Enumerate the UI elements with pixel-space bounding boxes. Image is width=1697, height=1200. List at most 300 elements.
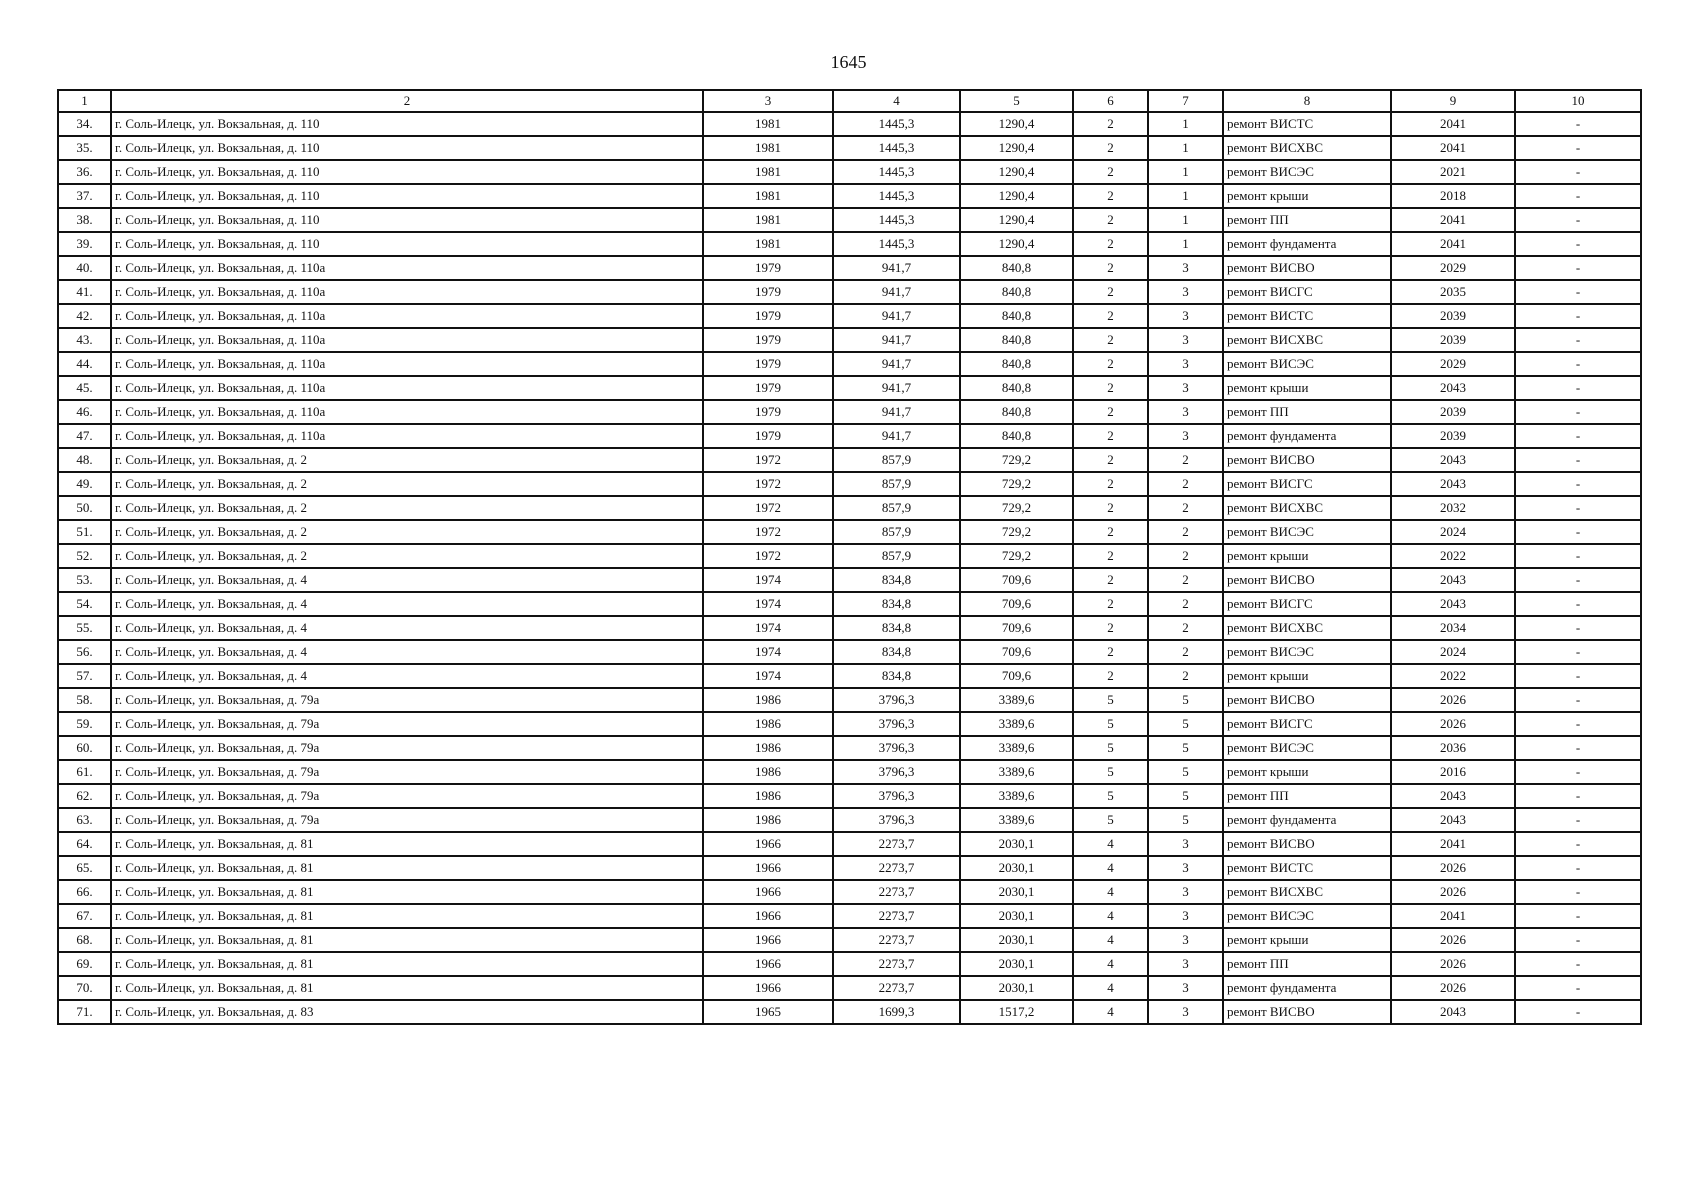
entrances-cell: 2 [1148,448,1223,472]
table-row [58,736,1641,760]
entrances-cell: 2 [1148,496,1223,520]
column-header: 4 [833,90,960,112]
address-cell: г. Соль-Илецк, ул. Вокзальная, д. 110а [111,400,703,424]
floors-cell: 4 [1073,832,1148,856]
notes-cell: - [1515,616,1641,640]
floors-cell: 2 [1073,208,1148,232]
floors-cell: 2 [1073,616,1148,640]
address-cell: г. Соль-Илецк, ул. Вокзальная, д. 110а [111,256,703,280]
table-row [58,496,1641,520]
living-area-cell: 840,8 [960,424,1073,448]
floors-cell: 2 [1073,544,1148,568]
planned-year-cell: 2035 [1391,280,1515,304]
address-cell: г. Соль-Илецк, ул. Вокзальная, д. 110а [111,280,703,304]
living-area-cell: 840,8 [960,256,1073,280]
row-number-cell: 51. [58,520,111,544]
planned-year-cell: 2041 [1391,904,1515,928]
entrances-cell: 3 [1148,976,1223,1000]
address-cell: г. Соль-Илецк, ул. Вокзальная, д. 4 [111,568,703,592]
row-number-cell: 47. [58,424,111,448]
planned-year-cell: 2029 [1391,256,1515,280]
notes-cell: - [1515,328,1641,352]
work-type-cell: ремонт ВИСЭС [1223,640,1391,664]
address-cell: г. Соль-Илецк, ул. Вокзальная, д. 110 [111,136,703,160]
floors-cell: 5 [1073,736,1148,760]
entrances-cell: 3 [1148,1000,1223,1024]
entrances-cell: 2 [1148,616,1223,640]
living-area-cell: 840,8 [960,328,1073,352]
living-area-cell: 709,6 [960,568,1073,592]
row-number-cell: 71. [58,1000,111,1024]
table-row [58,520,1641,544]
work-type-cell: ремонт ВИСВО [1223,448,1391,472]
total-area-cell: 941,7 [833,304,960,328]
living-area-cell: 729,2 [960,448,1073,472]
entrances-cell: 1 [1148,184,1223,208]
total-area-cell: 941,7 [833,376,960,400]
living-area-cell: 709,6 [960,592,1073,616]
table-row [58,1000,1641,1024]
notes-cell: - [1515,136,1641,160]
living-area-cell: 2030,1 [960,976,1073,1000]
address-cell: г. Соль-Илецк, ул. Вокзальная, д. 81 [111,832,703,856]
entrances-cell: 3 [1148,928,1223,952]
notes-cell: - [1515,424,1641,448]
notes-cell: - [1515,208,1641,232]
notes-cell: - [1515,928,1641,952]
floors-cell: 2 [1073,520,1148,544]
floors-cell: 2 [1073,448,1148,472]
notes-cell: - [1515,400,1641,424]
work-type-cell: ремонт ВИСВО [1223,832,1391,856]
living-area-cell: 709,6 [960,640,1073,664]
work-type-cell: ремонт ВИСЭС [1223,352,1391,376]
notes-cell: - [1515,760,1641,784]
year-built-cell: 1972 [703,448,833,472]
notes-cell: - [1515,496,1641,520]
floors-cell: 2 [1073,136,1148,160]
year-built-cell: 1979 [703,280,833,304]
notes-cell: - [1515,904,1641,928]
floors-cell: 2 [1073,424,1148,448]
work-type-cell: ремонт ВИСГС [1223,472,1391,496]
floors-cell: 2 [1073,376,1148,400]
notes-cell: - [1515,592,1641,616]
planned-year-cell: 2041 [1391,112,1515,136]
year-built-cell: 1979 [703,376,833,400]
work-type-cell: ремонт ПП [1223,952,1391,976]
table-row [58,184,1641,208]
table-row [58,784,1641,808]
living-area-cell: 2030,1 [960,880,1073,904]
living-area-cell: 1290,4 [960,112,1073,136]
row-number-cell: 64. [58,832,111,856]
address-cell: г. Соль-Илецк, ул. Вокзальная, д. 110а [111,424,703,448]
notes-cell: - [1515,568,1641,592]
work-type-cell: ремонт ВИСХВС [1223,616,1391,640]
total-area-cell: 834,8 [833,568,960,592]
living-area-cell: 1290,4 [960,208,1073,232]
work-type-cell: ремонт фундамента [1223,232,1391,256]
table-row [58,760,1641,784]
work-type-cell: ремонт ВИСВО [1223,1000,1391,1024]
planned-year-cell: 2039 [1391,328,1515,352]
total-area-cell: 857,9 [833,520,960,544]
row-number-cell: 40. [58,256,111,280]
row-number-cell: 53. [58,568,111,592]
entrances-cell: 5 [1148,760,1223,784]
planned-year-cell: 2041 [1391,832,1515,856]
column-header: 3 [703,90,833,112]
year-built-cell: 1979 [703,328,833,352]
living-area-cell: 1290,4 [960,136,1073,160]
notes-cell: - [1515,256,1641,280]
notes-cell: - [1515,184,1641,208]
living-area-cell: 709,6 [960,664,1073,688]
address-cell: г. Соль-Илецк, ул. Вокзальная, д. 81 [111,928,703,952]
year-built-cell: 1986 [703,712,833,736]
planned-year-cell: 2022 [1391,664,1515,688]
entrances-cell: 1 [1148,112,1223,136]
year-built-cell: 1972 [703,472,833,496]
work-type-cell: ремонт ВИСХВС [1223,496,1391,520]
living-area-cell: 2030,1 [960,952,1073,976]
entrances-cell: 3 [1148,952,1223,976]
entrances-cell: 2 [1148,544,1223,568]
planned-year-cell: 2043 [1391,376,1515,400]
table-row [58,880,1641,904]
notes-cell: - [1515,664,1641,688]
planned-year-cell: 2039 [1391,400,1515,424]
living-area-cell: 3389,6 [960,760,1073,784]
entrances-cell: 2 [1148,640,1223,664]
living-area-cell: 1290,4 [960,184,1073,208]
column-header: 7 [1148,90,1223,112]
living-area-cell: 840,8 [960,280,1073,304]
floors-cell: 2 [1073,568,1148,592]
entrances-cell: 2 [1148,472,1223,496]
address-cell: г. Соль-Илецк, ул. Вокзальная, д. 79а [111,712,703,736]
notes-cell: - [1515,1000,1641,1024]
floors-cell: 2 [1073,640,1148,664]
entrances-cell: 5 [1148,736,1223,760]
notes-cell: - [1515,160,1641,184]
year-built-cell: 1972 [703,520,833,544]
year-built-cell: 1972 [703,544,833,568]
table-row [58,424,1641,448]
notes-cell: - [1515,304,1641,328]
work-type-cell: ремонт ВИСЭС [1223,736,1391,760]
total-area-cell: 2273,7 [833,904,960,928]
column-header: 8 [1223,90,1391,112]
entrances-cell: 5 [1148,784,1223,808]
row-number-cell: 42. [58,304,111,328]
address-cell: г. Соль-Илецк, ул. Вокзальная, д. 79а [111,688,703,712]
living-area-cell: 729,2 [960,544,1073,568]
row-number-cell: 65. [58,856,111,880]
year-built-cell: 1986 [703,736,833,760]
floors-cell: 2 [1073,592,1148,616]
row-number-cell: 55. [58,616,111,640]
entrances-cell: 3 [1148,856,1223,880]
floors-cell: 4 [1073,856,1148,880]
floors-cell: 2 [1073,400,1148,424]
total-area-cell: 834,8 [833,664,960,688]
total-area-cell: 834,8 [833,640,960,664]
row-number-cell: 57. [58,664,111,688]
row-number-cell: 63. [58,808,111,832]
planned-year-cell: 2024 [1391,640,1515,664]
planned-year-cell: 2043 [1391,808,1515,832]
floors-cell: 5 [1073,784,1148,808]
year-built-cell: 1979 [703,256,833,280]
table-row [58,904,1641,928]
address-cell: г. Соль-Илецк, ул. Вокзальная, д. 110а [111,304,703,328]
address-cell: г. Соль-Илецк, ул. Вокзальная, д. 83 [111,1000,703,1024]
row-number-cell: 61. [58,760,111,784]
notes-cell: - [1515,640,1641,664]
total-area-cell: 1445,3 [833,232,960,256]
address-cell: г. Соль-Илецк, ул. Вокзальная, д. 110 [111,160,703,184]
notes-cell: - [1515,832,1641,856]
table-row [58,160,1641,184]
planned-year-cell: 2043 [1391,472,1515,496]
entrances-cell: 3 [1148,424,1223,448]
row-number-cell: 41. [58,280,111,304]
row-number-cell: 43. [58,328,111,352]
floors-cell: 2 [1073,472,1148,496]
entrances-cell: 2 [1148,568,1223,592]
year-built-cell: 1981 [703,136,833,160]
year-built-cell: 1986 [703,760,833,784]
work-type-cell: ремонт ВИСГС [1223,280,1391,304]
planned-year-cell: 2026 [1391,928,1515,952]
planned-year-cell: 2026 [1391,688,1515,712]
entrances-cell: 1 [1148,160,1223,184]
total-area-cell: 1699,3 [833,1000,960,1024]
floors-cell: 4 [1073,952,1148,976]
living-area-cell: 840,8 [960,304,1073,328]
data-table [57,89,1642,1025]
floors-cell: 5 [1073,808,1148,832]
year-built-cell: 1979 [703,304,833,328]
address-cell: г. Соль-Илецк, ул. Вокзальная, д. 81 [111,880,703,904]
address-cell: г. Соль-Илецк, ул. Вокзальная, д. 110а [111,328,703,352]
floors-cell: 2 [1073,160,1148,184]
work-type-cell: ремонт ВИСВО [1223,256,1391,280]
work-type-cell: ремонт ВИСЭС [1223,904,1391,928]
address-cell: г. Соль-Илецк, ул. Вокзальная, д. 79а [111,736,703,760]
row-number-cell: 67. [58,904,111,928]
address-cell: г. Соль-Илецк, ул. Вокзальная, д. 81 [111,856,703,880]
work-type-cell: ремонт крыши [1223,184,1391,208]
work-type-cell: ремонт ПП [1223,784,1391,808]
address-cell: г. Соль-Илецк, ул. Вокзальная, д. 2 [111,520,703,544]
table-row [58,952,1641,976]
total-area-cell: 941,7 [833,328,960,352]
address-cell: г. Соль-Илецк, ул. Вокзальная, д. 2 [111,496,703,520]
living-area-cell: 3389,6 [960,688,1073,712]
planned-year-cell: 2039 [1391,304,1515,328]
work-type-cell: ремонт ВИСГС [1223,712,1391,736]
year-built-cell: 1974 [703,568,833,592]
total-area-cell: 941,7 [833,256,960,280]
work-type-cell: ремонт фундамента [1223,808,1391,832]
planned-year-cell: 2036 [1391,736,1515,760]
planned-year-cell: 2026 [1391,880,1515,904]
entrances-cell: 3 [1148,832,1223,856]
entrances-cell: 3 [1148,352,1223,376]
work-type-cell: ремонт ВИСТС [1223,112,1391,136]
table-row [58,832,1641,856]
total-area-cell: 941,7 [833,424,960,448]
work-type-cell: ремонт ВИСГС [1223,592,1391,616]
planned-year-cell: 2026 [1391,976,1515,1000]
notes-cell: - [1515,952,1641,976]
floors-cell: 2 [1073,352,1148,376]
notes-cell: - [1515,472,1641,496]
planned-year-cell: 2016 [1391,760,1515,784]
total-area-cell: 941,7 [833,280,960,304]
planned-year-cell: 2021 [1391,160,1515,184]
entrances-cell: 3 [1148,880,1223,904]
work-type-cell: ремонт ВИСВО [1223,688,1391,712]
work-type-cell: ремонт крыши [1223,376,1391,400]
year-built-cell: 1981 [703,184,833,208]
year-built-cell: 1979 [703,352,833,376]
living-area-cell: 729,2 [960,520,1073,544]
total-area-cell: 3796,3 [833,688,960,712]
year-built-cell: 1966 [703,976,833,1000]
total-area-cell: 2273,7 [833,976,960,1000]
year-built-cell: 1966 [703,952,833,976]
planned-year-cell: 2026 [1391,712,1515,736]
table-row [58,592,1641,616]
living-area-cell: 2030,1 [960,856,1073,880]
row-number-cell: 49. [58,472,111,496]
entrances-cell: 2 [1148,664,1223,688]
row-number-cell: 50. [58,496,111,520]
year-built-cell: 1981 [703,112,833,136]
entrances-cell: 1 [1148,136,1223,160]
total-area-cell: 857,9 [833,448,960,472]
entrances-cell: 1 [1148,208,1223,232]
table-row [58,664,1641,688]
planned-year-cell: 2026 [1391,856,1515,880]
notes-cell: - [1515,544,1641,568]
entrances-cell: 1 [1148,232,1223,256]
year-built-cell: 1974 [703,616,833,640]
planned-year-cell: 2043 [1391,1000,1515,1024]
year-built-cell: 1966 [703,856,833,880]
column-header: 5 [960,90,1073,112]
floors-cell: 2 [1073,256,1148,280]
table-row [58,568,1641,592]
total-area-cell: 941,7 [833,400,960,424]
living-area-cell: 840,8 [960,352,1073,376]
living-area-cell: 1290,4 [960,160,1073,184]
address-cell: г. Соль-Илецк, ул. Вокзальная, д. 79а [111,808,703,832]
year-built-cell: 1966 [703,832,833,856]
address-cell: г. Соль-Илецк, ул. Вокзальная, д. 81 [111,904,703,928]
row-number-cell: 54. [58,592,111,616]
table-row [58,856,1641,880]
entrances-cell: 5 [1148,688,1223,712]
table-row [58,400,1641,424]
row-number-cell: 52. [58,544,111,568]
notes-cell: - [1515,976,1641,1000]
year-built-cell: 1965 [703,1000,833,1024]
planned-year-cell: 2032 [1391,496,1515,520]
work-type-cell: ремонт ВИСЭС [1223,160,1391,184]
total-area-cell: 2273,7 [833,952,960,976]
planned-year-cell: 2043 [1391,448,1515,472]
living-area-cell: 840,8 [960,376,1073,400]
planned-year-cell: 2024 [1391,520,1515,544]
year-built-cell: 1966 [703,880,833,904]
planned-year-cell: 2043 [1391,784,1515,808]
year-built-cell: 1986 [703,784,833,808]
row-number-cell: 62. [58,784,111,808]
total-area-cell: 857,9 [833,472,960,496]
entrances-cell: 3 [1148,280,1223,304]
planned-year-cell: 2022 [1391,544,1515,568]
address-cell: г. Соль-Илецк, ул. Вокзальная, д. 110 [111,232,703,256]
notes-cell: - [1515,376,1641,400]
floors-cell: 2 [1073,496,1148,520]
table-row [58,640,1641,664]
table-row [58,928,1641,952]
work-type-cell: ремонт ВИСВО [1223,568,1391,592]
row-number-cell: 44. [58,352,111,376]
notes-cell: - [1515,736,1641,760]
notes-cell: - [1515,448,1641,472]
living-area-cell: 1290,4 [960,232,1073,256]
year-built-cell: 1979 [703,424,833,448]
year-built-cell: 1986 [703,808,833,832]
page-number: 1645 [830,52,867,72]
floors-cell: 2 [1073,232,1148,256]
total-area-cell: 834,8 [833,616,960,640]
row-number-cell: 37. [58,184,111,208]
total-area-cell: 2273,7 [833,928,960,952]
column-header: 10 [1515,90,1641,112]
total-area-cell: 2273,7 [833,832,960,856]
table-row [58,280,1641,304]
living-area-cell: 3389,6 [960,736,1073,760]
year-built-cell: 1972 [703,496,833,520]
living-area-cell: 1517,2 [960,1000,1073,1024]
table-row [58,472,1641,496]
floors-cell: 2 [1073,664,1148,688]
planned-year-cell: 2034 [1391,616,1515,640]
entrances-cell: 3 [1148,256,1223,280]
table-row [58,544,1641,568]
work-type-cell: ремонт фундамента [1223,424,1391,448]
table-row [58,616,1641,640]
table-row [58,256,1641,280]
row-number-cell: 35. [58,136,111,160]
row-number-cell: 58. [58,688,111,712]
total-area-cell: 834,8 [833,592,960,616]
row-number-cell: 70. [58,976,111,1000]
table-row [58,352,1641,376]
living-area-cell: 3389,6 [960,784,1073,808]
total-area-cell: 1445,3 [833,136,960,160]
total-area-cell: 2273,7 [833,856,960,880]
total-area-cell: 1445,3 [833,208,960,232]
notes-cell: - [1515,520,1641,544]
